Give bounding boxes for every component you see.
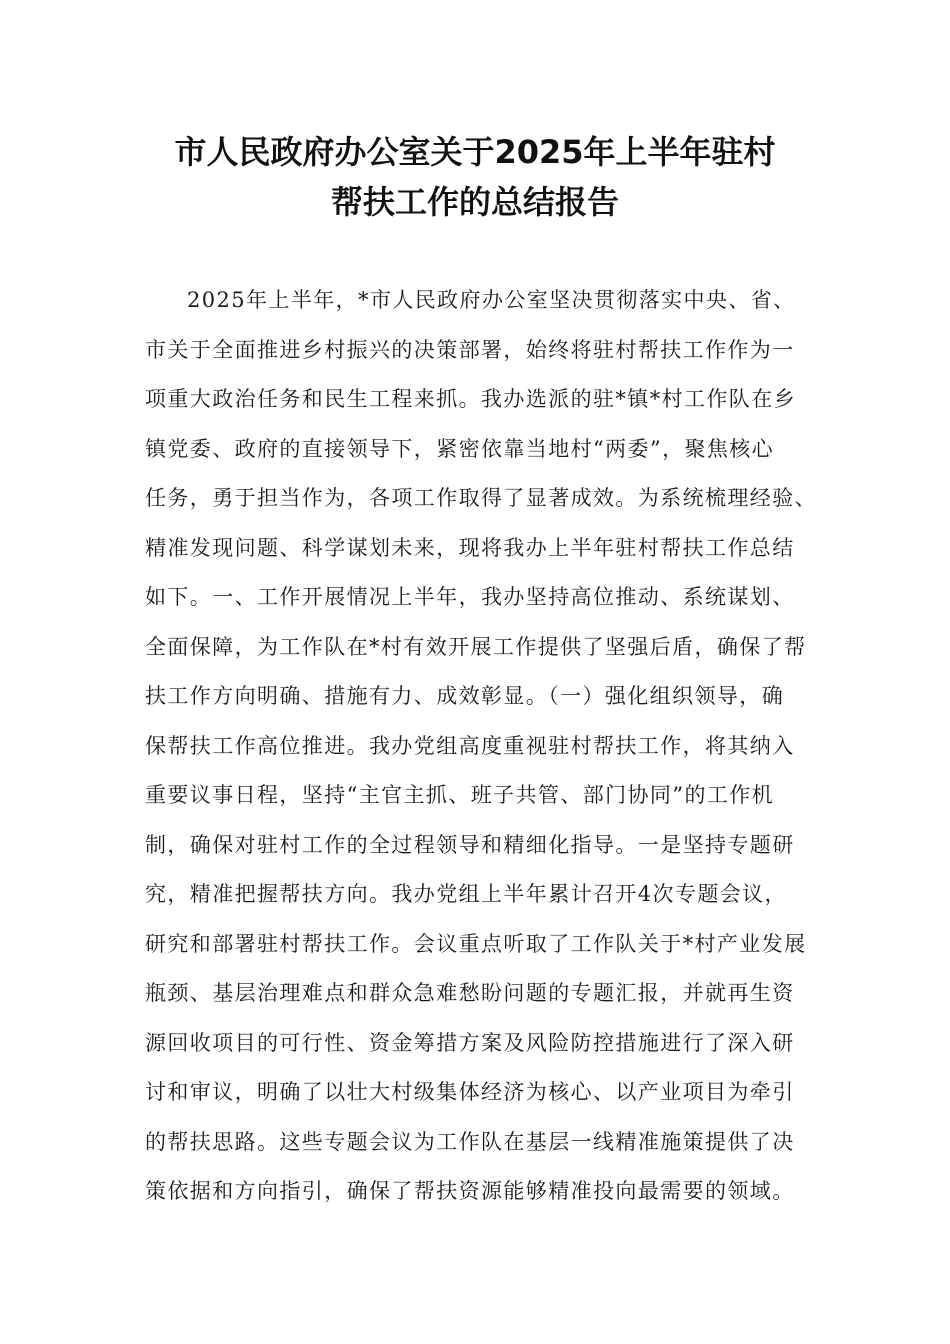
body-line: 的帮扶思路。这些专题会议为工作队在基层一线精准施策提供了决 bbox=[145, 1130, 795, 1154]
body-line: 制，确保对驻村工作的全过程领导和精细化指导。一是坚持专题研 bbox=[145, 833, 795, 857]
body-line: 如下。一、工作开展情况上半年，我办坚持高位推动、系统谋划、 bbox=[145, 585, 795, 609]
body-line: 任务，勇于担当作为，各项工作取得了显著成效。为系统梳理经验、 bbox=[145, 486, 817, 510]
document-title-line-1: 市人民政府办公室关于2025年上半年驻村 bbox=[174, 133, 776, 171]
body-line: 2025年上半年，*市人民政府办公室坚决贯彻落实中央、省、 bbox=[187, 288, 796, 312]
body-line: 保帮扶工作高位推进。我办党组高度重视驻村帮扶工作，将其纳入 bbox=[145, 734, 795, 758]
body-line: 研究和部署驻村帮扶工作。会议重点听取了工作队关于*村产业发展 bbox=[145, 932, 807, 956]
body-line: 镇党委、政府的直接领导下，紧密依靠当地村“两委”，聚焦核心 bbox=[145, 437, 775, 461]
body-line: 策依据和方向指引，确保了帮扶资源能够精准投向最需要的领域。 bbox=[145, 1179, 795, 1203]
body-line: 究，精准把握帮扶方向。我办党组上半年累计召开4次专题会议， bbox=[145, 882, 787, 906]
body-line: 全面保障，为工作队在*村有效开展工作提供了坚强后盾，确保了帮 bbox=[145, 635, 807, 659]
body-line: 讨和审议，明确了以壮大村级集体经济为核心、以产业项目为牵引 bbox=[145, 1080, 795, 1104]
body-line: 扶工作方向明确、措施有力、成效彰显。（一）强化组织领导，确 bbox=[145, 684, 785, 708]
body-line: 源回收项目的可行性、资金筹措方案及风险防控措施进行了深入研 bbox=[145, 1031, 795, 1055]
body-line: 市关于全面推进乡村振兴的决策部署，始终将驻村帮扶工作作为一 bbox=[145, 338, 795, 362]
body-line: 瓶颈、基层治理难点和群众急难愁盼问题的专题汇报，并就再生资 bbox=[145, 981, 795, 1005]
body-line: 重要议事日程，坚持“主官主抓、班子共管、部门协同”的工作机 bbox=[145, 783, 775, 807]
document-title-line-2: 帮扶工作的总结报告 bbox=[330, 183, 619, 221]
body-line: 项重大政治任务和民生工程来抓。我办选派的驻*镇*村工作队在乡 bbox=[145, 387, 796, 411]
body-line: 精准发现问题、科学谋划未来，现将我办上半年驻村帮扶工作总结 bbox=[145, 536, 795, 560]
